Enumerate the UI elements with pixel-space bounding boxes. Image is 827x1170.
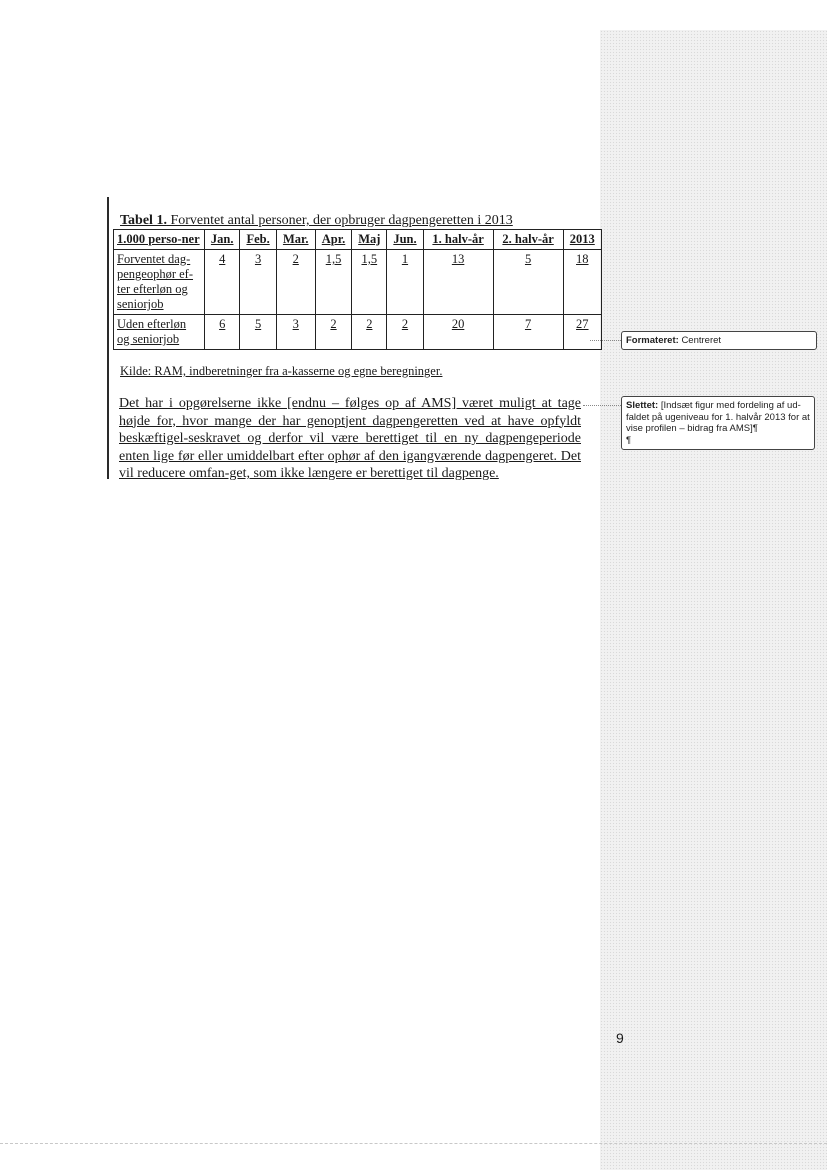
table-title — [120, 213, 513, 229]
table-title-text: Forventet antal personer, der opbruger dagpengeretten i 2013 — [166, 213, 513, 228]
header-cell: Jan. — [205, 230, 240, 250]
row-label: Forventet dag-pengeophør ef-ter efterløn og seniorjob — [114, 250, 205, 315]
header-cell: Maj — [352, 230, 387, 250]
data-table — [113, 229, 602, 350]
row-label: Uden efterløn og seniorjob — [114, 315, 205, 350]
table-header-row — [114, 230, 602, 250]
header-cell: Feb. — [240, 230, 276, 250]
table-cell: 5 — [240, 315, 276, 350]
paragraph-mark: ¶ — [626, 434, 632, 446]
table-cell: 1 — [387, 250, 423, 315]
header-cell: Jun. — [387, 230, 423, 250]
header-cell: 2013 — [563, 230, 601, 250]
deleted-comment-label: Slettet: — [626, 400, 659, 411]
table-cell: 3 — [276, 315, 315, 350]
deleted-comment-balloon[interactable] — [621, 396, 815, 450]
deleted-comment-text: [Indsæt figur med fordeling af ud-faldet på ugeniveau for 1. halvår 2013 for at vise profilen – bidrag fra AMS]¶ — [626, 400, 810, 434]
table-cell: 2 — [276, 250, 315, 315]
table-source: Kilde: RAM, indberetninger fra a-kasserne og egne beregninger. — [120, 364, 443, 378]
page-number: 9 — [616, 1030, 624, 1046]
table-row — [114, 250, 602, 315]
format-comment-label: Formateret: — [626, 335, 679, 346]
markup-margin-pane — [600, 30, 827, 1170]
table-cell: 20 — [423, 315, 493, 350]
table-title-label: Tabel 1. — [120, 213, 167, 228]
header-cell: Apr. — [315, 230, 352, 250]
table-cell: 18 — [563, 250, 601, 315]
table-cell: 27 — [563, 315, 601, 350]
header-cell: Mar. — [276, 230, 315, 250]
format-comment-balloon[interactable] — [621, 331, 817, 350]
table-cell: 7 — [493, 315, 563, 350]
comment-connector — [583, 405, 621, 406]
table-cell: 1,5 — [315, 250, 352, 315]
table-cell: 13 — [423, 250, 493, 315]
table-cell: 5 — [493, 250, 563, 315]
table-cell: 2 — [352, 315, 387, 350]
table-cell: 4 — [205, 250, 240, 315]
format-comment-value: Centreret — [681, 335, 722, 346]
table-cell: 2 — [387, 315, 423, 350]
header-cell: 2. halv-år — [493, 230, 563, 250]
header-cell: 1.000 perso-ner — [114, 230, 205, 250]
table-cell: 3 — [240, 250, 276, 315]
change-bar — [107, 197, 109, 479]
table-cell: 6 — [205, 315, 240, 350]
header-cell: 1. halv-år — [423, 230, 493, 250]
comment-connector — [590, 340, 621, 341]
table-cell: 2 — [315, 315, 352, 350]
table-cell: 1,5 — [352, 250, 387, 315]
body-paragraph: Det har i opgørelserne ikke [endnu – følges op af AMS] været muligt at tage højde for, hvor mange der har genoptjent dagpengeretten ved at have opfyldt beskæftigel-seskravet og derfor vil være berettiget til en ny dagpengeperiode enten lige før eller umiddelbart efter ophør af den igangværende dagpengeret. Det vil reducere omfan-get, som ikke længere er berettiget til dagpenge. — [119, 396, 581, 481]
page-bottom-rule — [0, 1143, 827, 1144]
table-row — [114, 315, 602, 350]
